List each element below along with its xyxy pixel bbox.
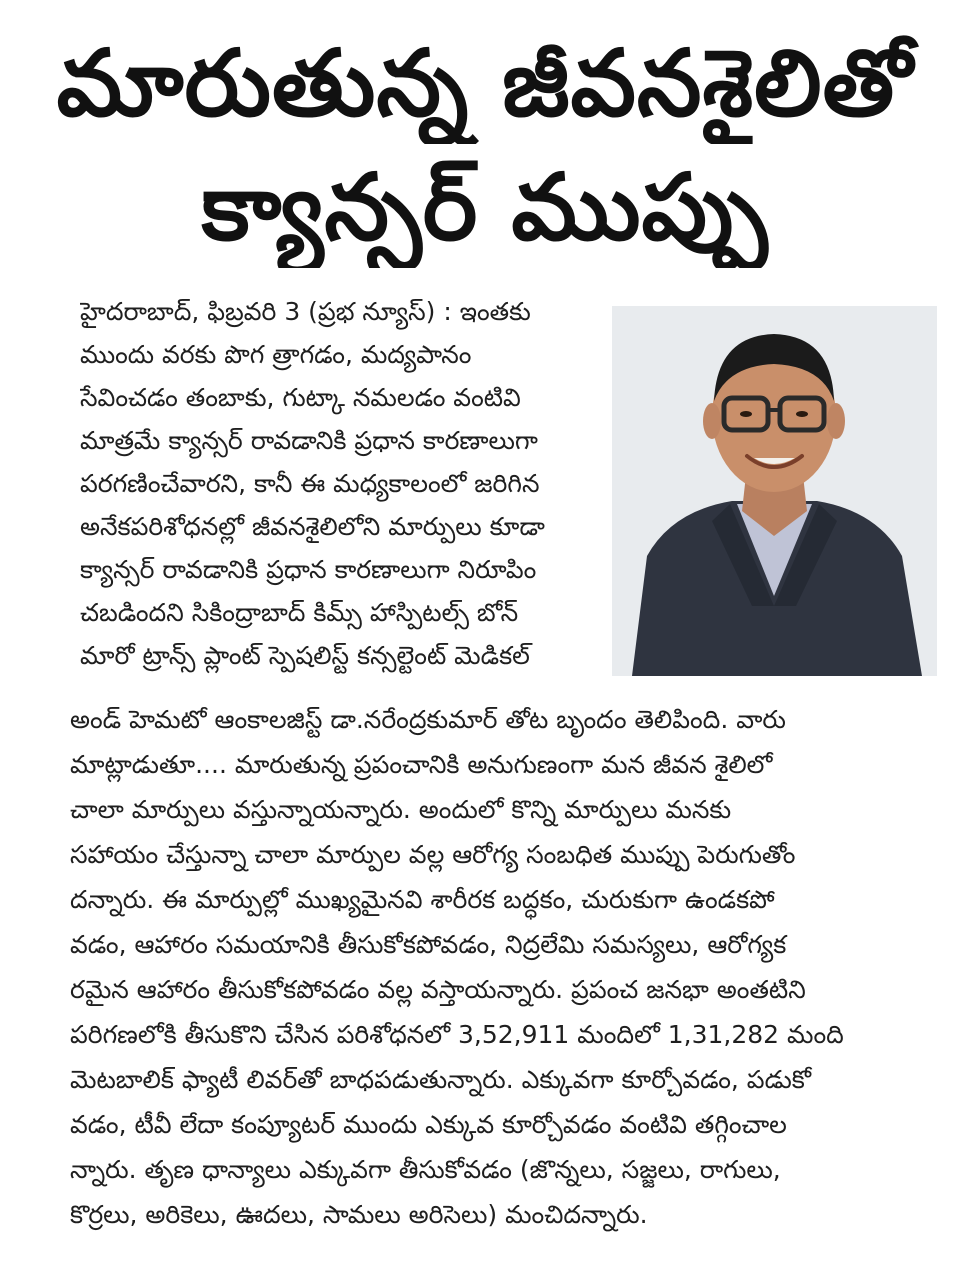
article-line: రమైన ఆహారం తీసుకోకపోవడం వల్ల వస్తాయన్నారు. ప్రపంచ జనభా అంతటిని <box>70 975 806 1004</box>
portrait-photo <box>612 306 937 676</box>
article-line: మెటబాలిక్ ఫ్యాటీ లివర్‌తో బాధపడుతున్నారు. ఎక్కువగా కూర్చోవడం, పడుకో <box>70 1065 812 1094</box>
article-line: న్నారు. తృణ ధాన్యాలు ఎక్కువగా తీసుకోవడం (జొన్నలు, సజ్జలు, రాగులు, <box>70 1155 781 1184</box>
article-line: చాలా మార్పులు వస్తున్నాయన్నారు. అందులో కొన్ని మార్పులు మనకు <box>70 795 732 824</box>
headline-line-2: క్యాన్సర్ ముప్పు <box>201 154 769 261</box>
article-line: చబడిందని సికింద్రాబాద్ కిమ్స్ హాస్పిటల్స్ బోన్ <box>80 598 519 627</box>
article-line: పరిగణలోకి తీసుకొని చేసిన పరిశోధనలో 3,52,911 మందిలో 1,31,282 మంది <box>70 1020 844 1049</box>
article-line: వడం, టీవీ లేదా కంప్యూటర్ ముందు ఎక్కువ కూర్చోవడం వంటివి తగ్గించాల <box>70 1110 787 1139</box>
article-line: మాత్రమే క్యాన్సర్ రావడానికి ప్రధాన కారణాలుగా <box>80 426 538 455</box>
headline-line-1: మారుతున్న జీవనశైలితో <box>56 30 914 137</box>
article-line: ముందు వరకు పొగ త్రాగడం, మద్యపానం <box>80 340 472 369</box>
article-line: అనేకపరిశోధనల్లో జీవనశైలిలోని మార్పులు కూడా <box>80 512 545 541</box>
portrait-illustration <box>612 306 937 676</box>
article-line: అండ్ హెమటో ఆంకాలజిస్ట్ డా.నరేంద్రకుమార్ తోట బృందం తెలిపింది. వారు <box>70 705 786 734</box>
article-line: కొర్రలు, అరికెలు, ఊదలు, సామలు అరిసెలు) మంచిదన్నారు. <box>70 1200 648 1229</box>
article-line: పరగణించేవారని, కానీ ఈ మధ్యకాలంలో జరిగిన <box>80 469 540 498</box>
article-line: మారో ట్రాన్స్ ప్లాంట్ స్పెషలిస్ట్ కన్సల్టెంట్ మెడికల్ <box>80 641 530 670</box>
article-line: సహాయం చేస్తున్నా చాలా మార్పుల వల్ల ఆరోగ్య సంబధిత ముప్పు పెరుగుతోం <box>70 840 796 869</box>
article-line: మాట్లాడుతూ.... మారుతున్న ప్రపంచానికి అనుగుణంగా మన జీవన శైలిలో <box>70 750 773 779</box>
article-line: వడం, ఆహారం సమయానికి తీసుకోకపోవడం, నిద్రలేమి సమస్యలు, ఆరోగ్యక <box>70 930 787 959</box>
article-line: హైదరాబాద్, ఫిబ్రవరి 3 (ప్రభ న్యూస్) : ఇంతకు <box>80 297 531 326</box>
article-line: సేవించడం తంబాకు, గుట్కా నమలడం వంటివి <box>80 383 521 412</box>
article-line: క్యాన్సర్ రావడానికి ప్రధాన కారణాలుగా నిరూపిం <box>80 555 537 584</box>
article-line: దన్నారు. ఈ మార్పుల్లో ముఖ్యమైనవి శారీరక బద్ధకం, చురుకుగా ఉండకపో <box>70 885 775 914</box>
